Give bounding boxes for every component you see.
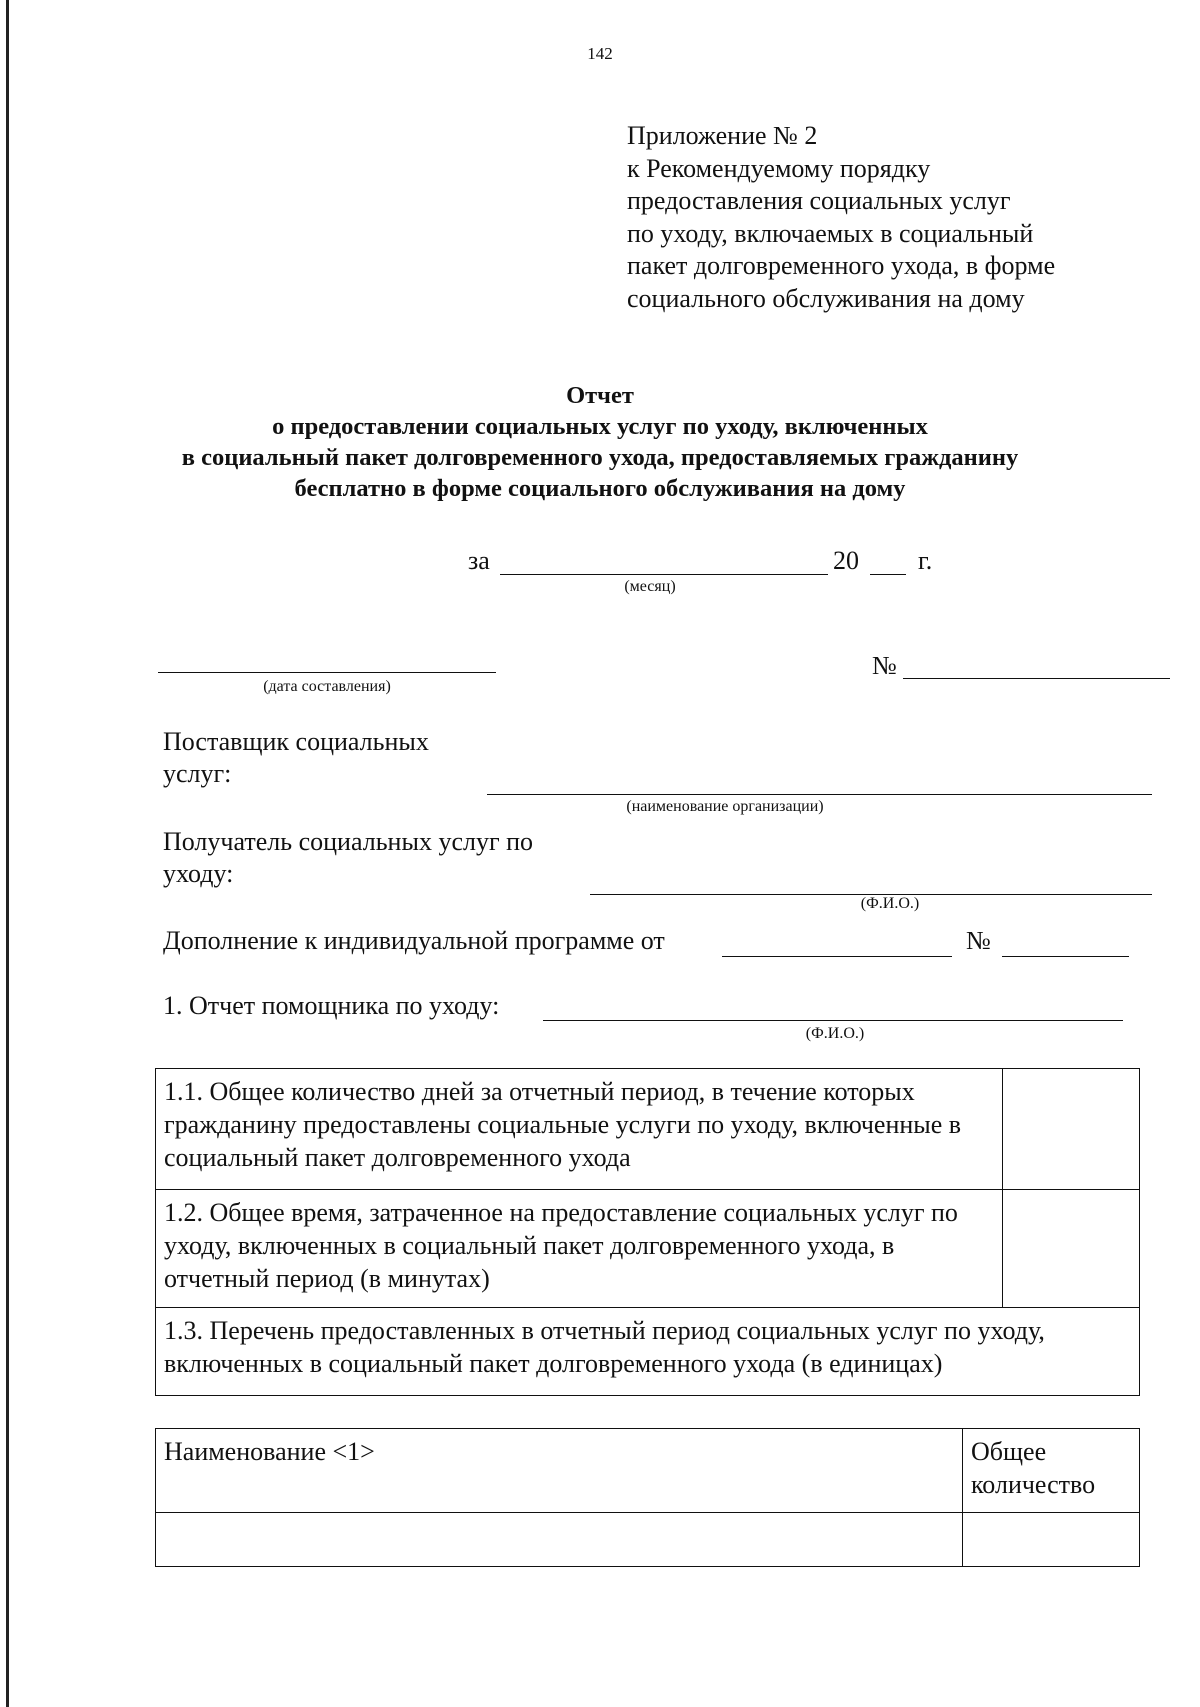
summary-row-services: 1.3. Перечень предоставленных в отчетный период социальных услуг по уходу, включенных в социальный пакет долговременного ухода (в единицах) bbox=[156, 1308, 1140, 1396]
services-table bbox=[155, 1428, 1140, 1567]
assistant-caption: (Ф.И.О.) bbox=[805, 1025, 865, 1042]
appendix-line: к Рекомендуемому порядку bbox=[627, 153, 931, 183]
period-suffix: г. bbox=[918, 546, 933, 575]
summary-table bbox=[155, 1068, 1140, 1396]
appendix-line: пакет долговременного ухода, в форме bbox=[627, 251, 1056, 280]
appendix-line: предоставления социальных услуг bbox=[627, 186, 1011, 215]
provider-name-field[interactable] bbox=[487, 794, 1152, 795]
date-field[interactable] bbox=[158, 672, 496, 673]
page-number: 142 bbox=[587, 44, 613, 63]
summary-row-time: 1.2. Общее время, затраченное на предоставление социальных услуг по уходу, включенных в социальный пакет долговременного ухода, в отчетный период (в минутах) bbox=[156, 1190, 1003, 1308]
month-field[interactable] bbox=[500, 574, 828, 575]
title-line: о предоставлении социальных услуг по уходу, включенных bbox=[272, 413, 928, 440]
document-title bbox=[0, 380, 1200, 504]
recipient-caption: (Ф.И.О.) bbox=[860, 895, 920, 912]
services-header-quantity: Общее количество bbox=[963, 1429, 1140, 1513]
appendix-line: Приложение № 2 bbox=[627, 121, 818, 150]
summary-time-value-cell[interactable] bbox=[1003, 1190, 1140, 1308]
addendum-date-field[interactable] bbox=[722, 956, 952, 957]
recipient-label: Получатель социальных услуг по уходу: bbox=[163, 827, 534, 888]
period-prefix: за bbox=[468, 546, 490, 575]
title-heading: Отчет bbox=[566, 382, 634, 409]
document-number-field[interactable] bbox=[903, 678, 1170, 679]
title-line: бесплатно в форме социального обслуживания на дому bbox=[294, 475, 906, 502]
year-field[interactable] bbox=[870, 574, 906, 575]
services-header-name: Наименование <1> bbox=[156, 1429, 963, 1513]
provider-caption: (наименование организации) bbox=[626, 798, 824, 815]
assistant-label: 1. Отчет помощника по уходу: bbox=[163, 991, 500, 1020]
appendix-line: социального обслуживания на дому bbox=[627, 283, 1025, 313]
addendum-label: Дополнение к индивидуальной программе от bbox=[163, 926, 665, 955]
addendum-number-sign: № bbox=[966, 926, 991, 955]
appendix-block bbox=[627, 120, 1055, 315]
services-quantity-cell[interactable] bbox=[963, 1513, 1140, 1567]
title-line: в социальный пакет долговременного ухода, предоставляемых гражданину bbox=[181, 444, 1019, 471]
month-caption: (месяц) bbox=[624, 578, 676, 595]
provider-label: Поставщик социальных услуг: bbox=[163, 727, 429, 788]
appendix-line: по уходу, включаемых в социальный bbox=[627, 218, 1034, 248]
services-name-cell[interactable] bbox=[156, 1513, 963, 1567]
summary-days-value-cell[interactable] bbox=[1003, 1069, 1140, 1190]
period-year-prefix: 20 bbox=[833, 546, 859, 575]
addendum-number-field[interactable] bbox=[1002, 956, 1129, 957]
number-sign: № bbox=[872, 651, 897, 680]
date-caption: (дата составления) bbox=[263, 678, 391, 695]
assistant-name-field[interactable] bbox=[543, 1020, 1123, 1021]
summary-row-days: 1.1. Общее количество дней за отчетный период, в течение которых гражданину предоставлены социальные услуги по уходу, включенные в социальный пакет долговременного ухода bbox=[156, 1069, 1003, 1190]
scan-edge bbox=[6, 0, 9, 1707]
